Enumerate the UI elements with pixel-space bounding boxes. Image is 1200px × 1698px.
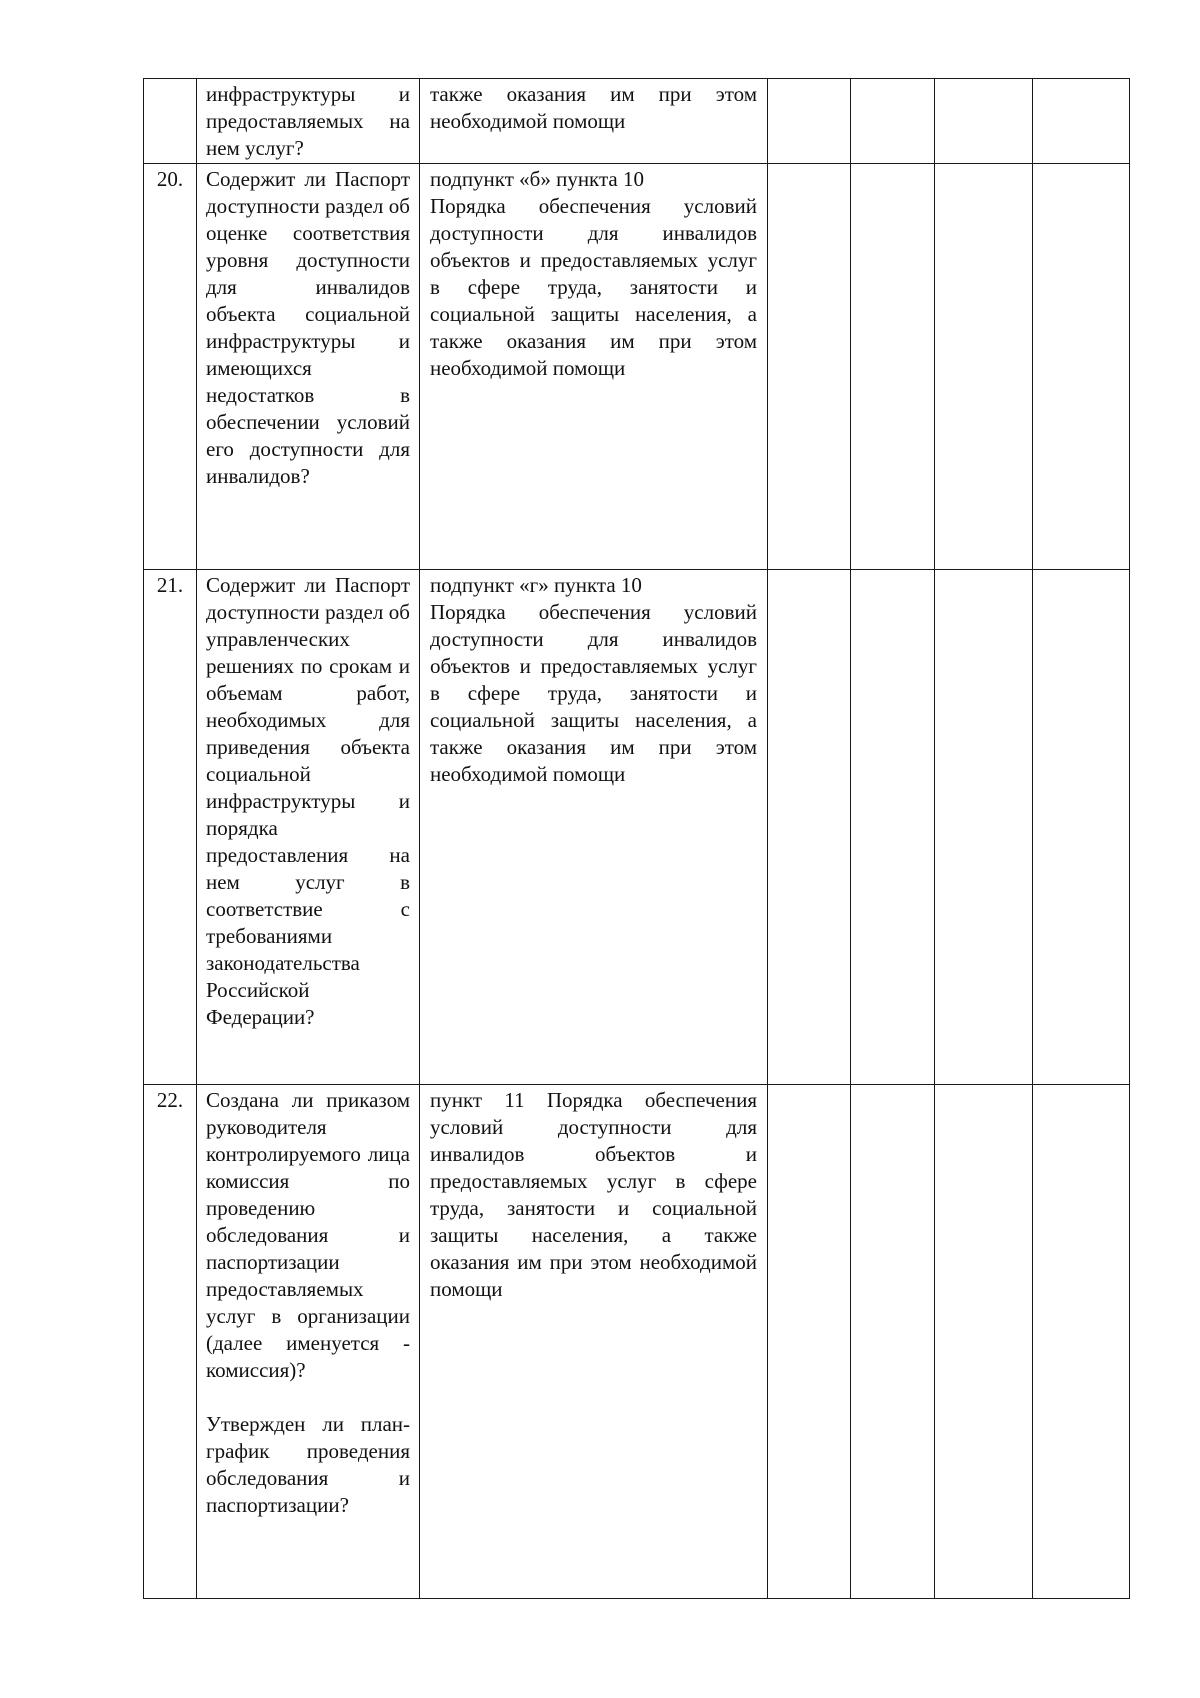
legal-basis-cell xyxy=(420,79,768,164)
legal-basis-reference: подпункт «б» пункта 10 xyxy=(430,167,644,191)
note-cell[interactable] xyxy=(1033,79,1130,164)
question-cell xyxy=(197,570,420,1085)
question-cell xyxy=(197,79,420,164)
answer-yes-cell[interactable] xyxy=(768,570,851,1085)
answer-no-cell[interactable] xyxy=(851,570,935,1085)
row-number: 20. xyxy=(144,164,197,570)
answer-not-applicable-cell[interactable] xyxy=(935,164,1033,570)
row-number xyxy=(144,79,197,164)
table-row xyxy=(144,1085,1130,1599)
checklist-table xyxy=(143,78,1130,1599)
question-cell xyxy=(197,1085,420,1599)
question-text-second: Утвержден ли план-график проведения обследования и паспортизации? xyxy=(206,1412,410,1517)
table-row xyxy=(144,570,1130,1085)
legal-basis-text: Порядка обеспечения условий доступности для инвалидов объектов и предоставляемых услуг в сфере труда, занятости и социальной защиты населения, а также оказания им при этом необходимой помощи xyxy=(430,194,757,380)
answer-yes-cell[interactable] xyxy=(768,164,851,570)
legal-basis-reference: подпункт «г» пункта 10 xyxy=(430,573,642,597)
answer-no-cell[interactable] xyxy=(851,164,935,570)
legal-basis-cell xyxy=(420,164,768,570)
note-cell[interactable] xyxy=(1033,1085,1130,1599)
row-number: 22. xyxy=(144,1085,197,1599)
table-row xyxy=(144,164,1130,570)
question-text: Содержит ли Паспорт доступности раздел об оценке соответствия уровня доступности для инвалидов объекта социальной инфраструктуры и имеющихся недостатков в обеспечении условий его доступности для инвалидов? xyxy=(206,167,410,488)
table-row xyxy=(144,79,1130,164)
legal-basis-cell xyxy=(420,1085,768,1599)
answer-not-applicable-cell[interactable] xyxy=(935,1085,1033,1599)
question-text: Содержит ли Паспорт доступности раздел об управленческих решениях по срокам и объемам работ, необходимых для приведения объекта социальной инфраструктуры и порядка предоставления на нем услуг в соответствие с требованиями законодательства Российской Федерации? xyxy=(206,573,410,1029)
legal-basis-text: Порядка обеспечения условий доступности для инвалидов объектов и предоставляемых услуг в сфере труда, занятости и социальной защиты населения, а также оказания им при этом необходимой помощи xyxy=(430,600,757,786)
legal-basis-text: также оказания им при этом необходимой помощи xyxy=(430,82,757,133)
answer-yes-cell[interactable] xyxy=(768,79,851,164)
answer-no-cell[interactable] xyxy=(851,79,935,164)
answer-not-applicable-cell[interactable] xyxy=(935,570,1033,1085)
row-number: 21. xyxy=(144,570,197,1085)
note-cell[interactable] xyxy=(1033,570,1130,1085)
answer-yes-cell[interactable] xyxy=(768,1085,851,1599)
legal-basis-cell xyxy=(420,570,768,1085)
answer-not-applicable-cell[interactable] xyxy=(935,79,1033,164)
question-text: Создана ли приказом руководителя контролируемого лица комиссия по проведению обследования и паспортизации предоставляемых услуг в организации (далее именуется - комиссия)? xyxy=(206,1088,410,1382)
answer-no-cell[interactable] xyxy=(851,1085,935,1599)
question-cell xyxy=(197,164,420,570)
legal-basis-text: пункт 11 Порядка обеспечения условий доступности для инвалидов объектов и предоставляемых услуг в сфере труда, занятости и социальной защиты населения, а также оказания им при этом необходимой помощи xyxy=(430,1088,757,1301)
note-cell[interactable] xyxy=(1033,164,1130,570)
question-text: инфраструктуры и предоставляемых на нем услуг? xyxy=(206,82,410,160)
